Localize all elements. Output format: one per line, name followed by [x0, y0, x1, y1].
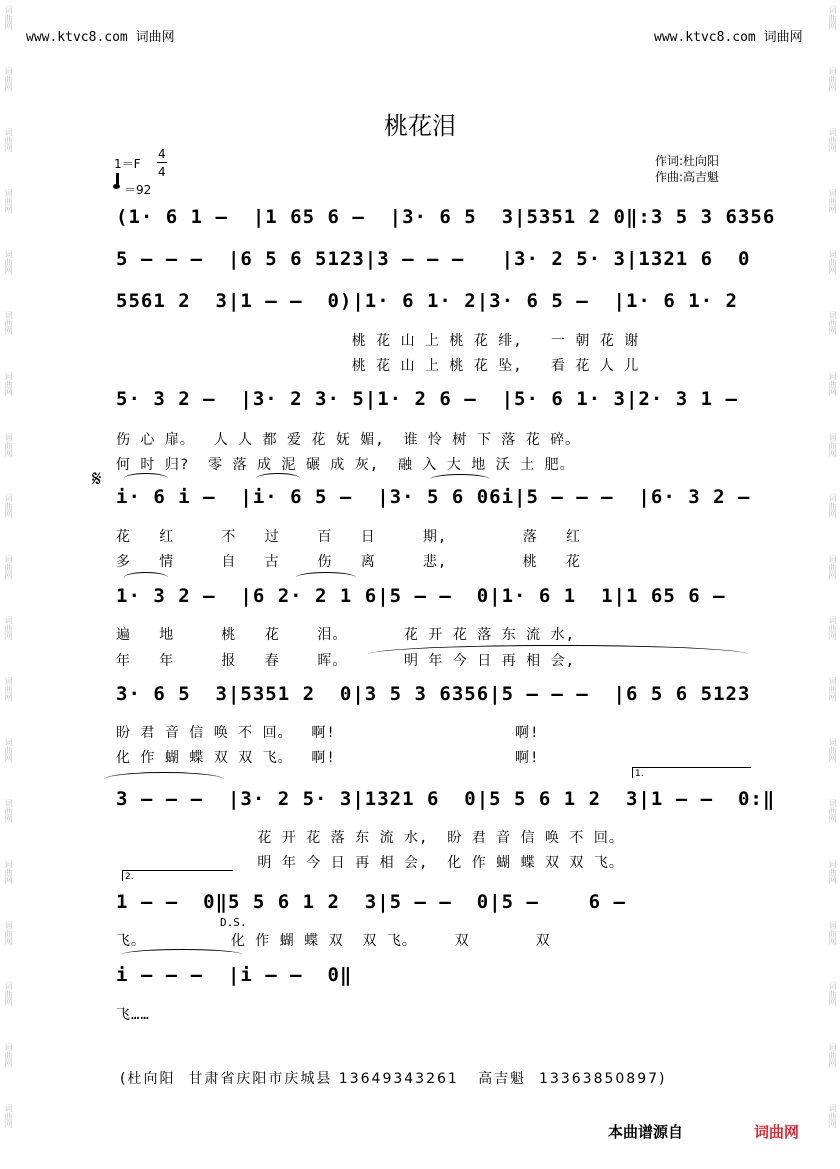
margin-watermark-text: 词曲网	[4, 921, 13, 945]
notes-row-8: 3 – – – |3· 2 5· 3|1321 6 0|5 5 6 1 2 3|1 – – 0:‖	[116, 788, 776, 810]
left-watermark-strip	[2, 0, 16, 1169]
slur-row-5-b	[256, 473, 300, 484]
lyric-row-4-verse-2: 何 时 归? 零 落 成 泥 碾 成 灰, 融 入 大 地 沃 土 肥。	[116, 457, 575, 473]
header-site-left[interactable]	[26, 26, 175, 45]
lyric-row-8-verse-1: 花 开 花 落 东 流 水, 盼 君 音 信 唤 不 回。	[116, 830, 624, 846]
lyric-row-6-verse-2: 年 年 报 春 晖。 明 年 今 日 再 相 会,	[116, 653, 576, 669]
margin-watermark-text: 词曲网	[828, 372, 837, 396]
margin-watermark-text: 词曲网	[4, 799, 13, 823]
lyric-row-4-verse-1: 伤 心 扉。 人 人 都 爱 花 妩 媚, 谁 怜 树 下 落 花 碎。	[116, 432, 581, 448]
composer-credit: 作曲:高吉魁	[655, 170, 720, 184]
notes-row-10: i – – – |i – – 0‖	[116, 964, 353, 986]
margin-watermark-text: 词曲网	[4, 677, 13, 701]
lyric-row-6-verse-1: 遍 地 桃 花 泪。 花 开 花 落 东 流 水,	[116, 627, 576, 643]
header-site-right[interactable]	[654, 26, 803, 45]
margin-watermark-text: 词曲网	[4, 494, 13, 518]
margin-watermark-text: 词曲网	[4, 1104, 13, 1128]
notes-row-4: 5· 3 2 – |3· 2 3· 5|1· 2 6 – |5· 6 1· 3|2· 3 1 –	[116, 388, 738, 410]
margin-watermark-text: 词曲网	[828, 433, 837, 457]
margin-watermark-text: 词曲网	[4, 6, 13, 30]
volta-2-label: 2.	[125, 872, 134, 882]
time-signature-top: 4	[158, 147, 166, 161]
lyric-row-7-verse-1: 盼 君 音 信 唤 不 回。 啊! 啊!	[116, 725, 540, 741]
slur-row-6-b	[296, 572, 356, 583]
lyric-row-5-verse-2: 多 情 自 古 伤 离 悲, 桃 花	[116, 554, 582, 570]
margin-watermark-text: 词曲网	[828, 1043, 837, 1067]
margin-watermark-text: 词曲网	[828, 1104, 837, 1128]
margin-watermark-text: 词曲网	[828, 982, 837, 1006]
notes-row-7: 3· 6 5 3|5351 2 0|3 5 3 6356|5 – – – |6 5 6 5123	[116, 683, 751, 705]
final-tie	[122, 949, 242, 960]
ds-marking: D.S.	[220, 916, 247, 929]
volta-1-bracket	[632, 767, 751, 778]
margin-watermark-text: 词曲网	[4, 1043, 13, 1067]
margin-watermark-text: 词曲网	[4, 372, 13, 396]
margin-watermark-text: 词曲网	[828, 860, 837, 884]
margin-watermark-text: 词曲网	[828, 128, 837, 152]
margin-watermark-text: 词曲网	[828, 616, 837, 640]
margin-watermark-text: 词曲网	[828, 799, 837, 823]
key-signature: 1＝F	[114, 157, 141, 171]
lyric-row-9-verse-1: 飞。 化 作 蝴 蝶 双 双 飞。 双 双	[116, 933, 551, 949]
margin-watermark-text: 词曲网	[4, 128, 13, 152]
margin-watermark-text: 词曲网	[828, 189, 837, 213]
source-brand-link[interactable]: 词曲网	[754, 1123, 800, 1141]
phrase-slur-row-8	[104, 772, 224, 787]
margin-watermark-text: 词曲网	[828, 677, 837, 701]
margin-watermark-text: 词曲网	[828, 738, 837, 762]
margin-watermark-text: 词曲网	[828, 6, 837, 30]
slur-row-6-a	[124, 572, 168, 583]
notes-row-2: 5 – – – |6 5 6 5123|3 – – – |3· 2 5· 3|1321 6 0	[116, 248, 751, 270]
volta-1-label: 1.	[635, 769, 644, 779]
song-title: 桃花泪	[384, 112, 456, 140]
time-signature-bottom: 4	[158, 165, 166, 179]
margin-watermark-text: 词曲网	[4, 311, 13, 335]
tempo-marking: ＝92	[124, 183, 152, 197]
slur-row-5	[430, 474, 490, 485]
lyric-row-10-verse-1: 飞……	[116, 1007, 150, 1023]
credits-block	[655, 153, 719, 185]
notes-row-6: 1· 3 2 – |6 2· 2 1 6|5 – – 0|1· 6 1 1|1 65 6 –	[116, 585, 726, 607]
margin-watermark-text: 词曲网	[4, 738, 13, 762]
margin-watermark-text: 词曲网	[4, 982, 13, 1006]
site-link-right[interactable]: www.ktvc8.com 词曲网	[654, 30, 803, 45]
notes-row-1: (1· 6 1 – |1 65 6 – |3· 6 5 3|5351 2 0‖:3 5 3 6356	[116, 206, 776, 228]
phrase-slur-row-7	[368, 645, 748, 664]
footer-contact: (杜向阳 甘肃省庆阳市庆城县 13649343261 高吉魁 13363850897)	[120, 1071, 667, 1087]
margin-watermark-text: 词曲网	[828, 555, 837, 579]
lyric-row-3-verse-1: 桃 花 山 上 桃 花 绯, 一 朝 花 谢	[116, 333, 640, 349]
right-watermark-strip	[826, 0, 840, 1169]
notes-row-5: i· 6 i – |i· 6 5 – |3· 5 6 06i|5 – – – |6· 3 2 –	[116, 486, 751, 508]
site-link-left[interactable]: www.ktvc8.com 词曲网	[26, 30, 175, 45]
slur-row-5-a	[124, 473, 168, 484]
margin-watermark-text: 词曲网	[4, 555, 13, 579]
margin-watermark-text: 词曲网	[4, 433, 13, 457]
margin-watermark-text: 词曲网	[828, 67, 837, 91]
margin-watermark-text: 词曲网	[828, 250, 837, 274]
margin-watermark-text: 词曲网	[828, 311, 837, 335]
lyric-row-5-verse-1: 花 红 不 过 百 日 期, 落 红	[116, 529, 582, 545]
margin-watermark-text: 词曲网	[4, 189, 13, 213]
notes-row-9: 1 – – 0‖5 5 6 1 2 3|5 – – 0|5 – 6 –	[116, 891, 626, 913]
margin-watermark-text: 词曲网	[4, 67, 13, 91]
segno-icon: 𝄋	[92, 467, 102, 492]
notes-row-3: 5561 2 3|1 – – 0)|1· 6 1· 2|3· 6 5 – |1· 6 1· 2	[116, 290, 738, 312]
lyric-row-7-verse-2: 化 作 蝴 蝶 双 双 飞。 啊! 啊!	[116, 750, 540, 766]
volta-2-bracket	[122, 870, 233, 881]
margin-watermark-text: 词曲网	[4, 250, 13, 274]
margin-watermark-text: 词曲网	[828, 921, 837, 945]
margin-watermark-text: 词曲网	[828, 494, 837, 518]
lyric-row-3-verse-2: 桃 花 山 上 桃 花 坠, 看 花 人 儿	[116, 358, 640, 374]
margin-watermark-text: 词曲网	[4, 616, 13, 640]
lyricist-credit: 作词:杜向阳	[655, 154, 720, 168]
lyric-row-8-verse-2: 明 年 今 日 再 相 会, 化 作 蝴 蝶 双 双 飞。	[116, 855, 624, 871]
source-label: 本曲谱源自	[608, 1123, 684, 1141]
quarter-note-icon	[113, 184, 120, 189]
margin-watermark-text: 词曲网	[4, 860, 13, 884]
time-signature-line	[157, 162, 167, 163]
